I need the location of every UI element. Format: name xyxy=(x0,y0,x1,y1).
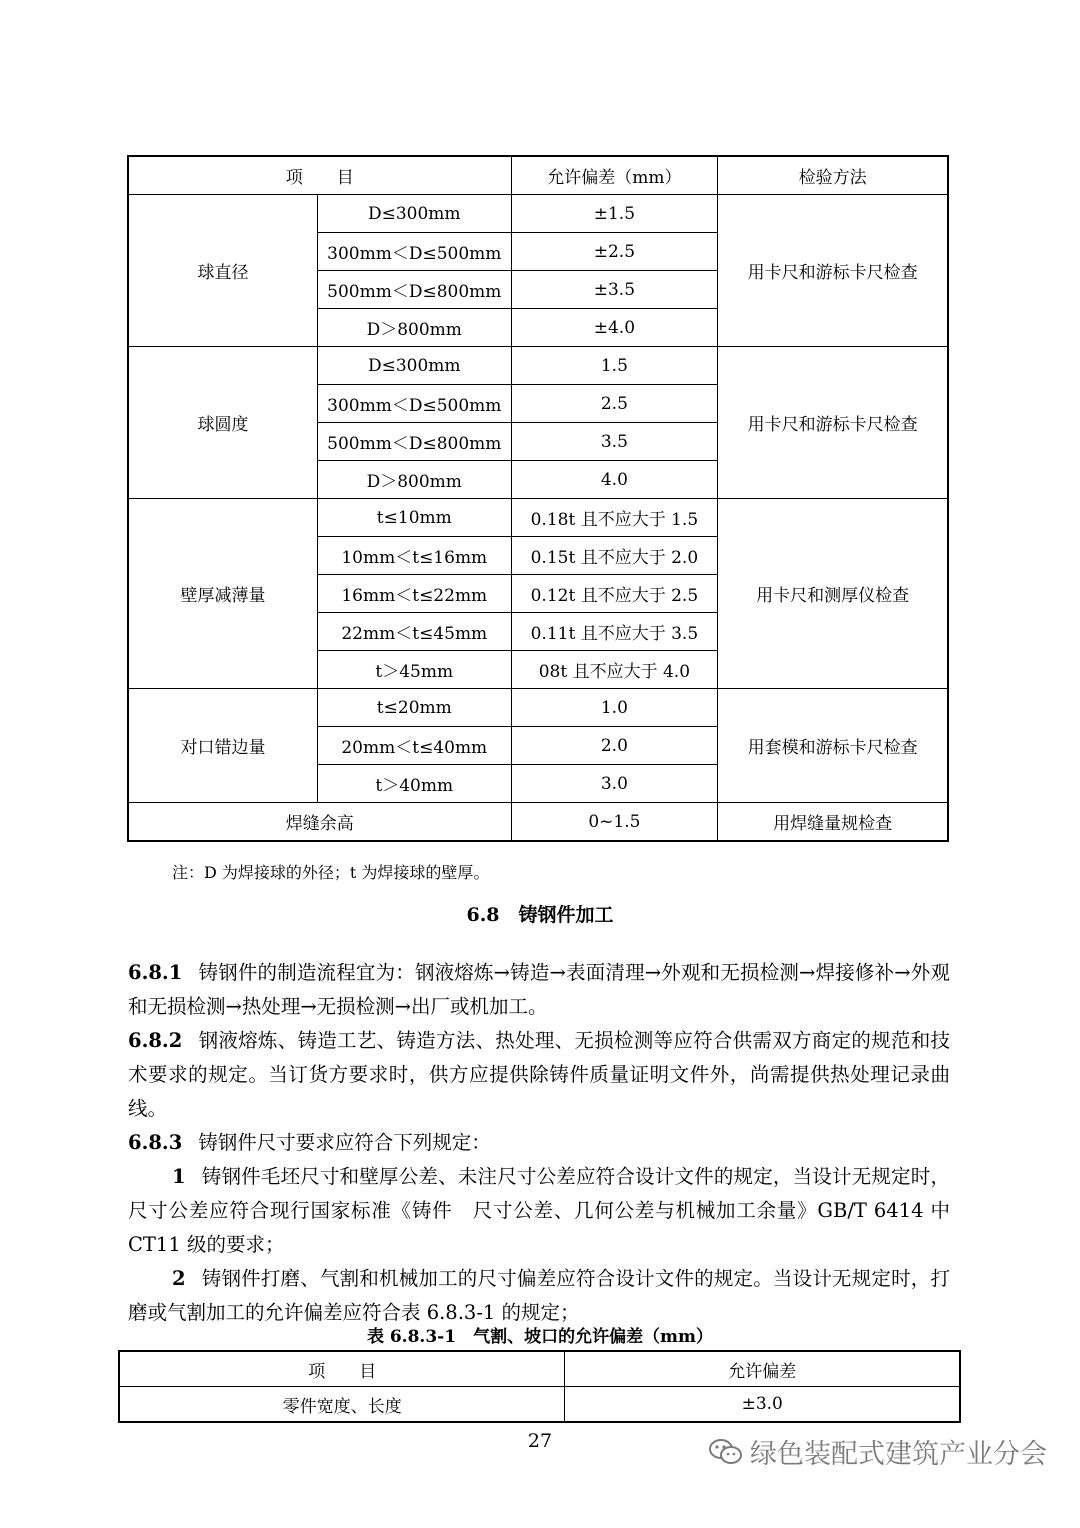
header-cell: 允许偏差 xyxy=(565,1351,960,1387)
tolerance-cell: ±1.5 xyxy=(511,195,718,233)
watermark xyxy=(708,1432,1047,1471)
range-cell: 16mm＜t≤22mm xyxy=(317,575,511,613)
table-cell: ±3.0 xyxy=(565,1387,960,1423)
range-cell: 22mm＜t≤45mm xyxy=(317,613,511,651)
tolerance-cell: 0.15t 且不应大于 2.0 xyxy=(511,537,718,575)
tolerance-cell: 3.0 xyxy=(511,765,718,803)
tolerance-cell: 1.0 xyxy=(511,689,718,727)
clause-6-8-2: 6.8.2 钢液熔炼、铸造工艺、铸造方法、热处理、无损检测等应符合供需双方商定的规范和技术要求的规定。当订货方要求时，供方应提供除铸件质量证明文件外，尚需提供热处理记录曲线。 xyxy=(128,1029,950,1120)
table-row xyxy=(128,499,948,537)
table-header-row xyxy=(119,1351,960,1387)
table-row xyxy=(128,803,948,842)
clause-6-8-1: 6.8.1 铸钢件的制造流程宜为：钢液熔炼→铸造→表面清理→外观和无损检测→焊接修补→外观和无损检测→热处理→无损检测→出厂或机加工。 xyxy=(128,961,950,1018)
table-row xyxy=(128,347,948,385)
range-cell: 300mm＜D≤500mm xyxy=(317,385,511,423)
table-row xyxy=(128,195,948,233)
method-cell: 用焊缝量规检查 xyxy=(718,803,948,842)
method-cell: 用卡尺和游标卡尺检查 xyxy=(718,347,948,499)
method-cell: 用卡尺和测厚仪检查 xyxy=(718,499,948,689)
table-cell: 零件宽度、长度 xyxy=(119,1387,565,1423)
tolerance-cell: ±4.0 xyxy=(511,309,718,347)
tolerance-cell: 0.18t 且不应大于 1.5 xyxy=(511,499,718,537)
tolerance-cell: 0.11t 且不应大于 3.5 xyxy=(511,613,718,651)
range-cell: t＞40mm xyxy=(317,765,511,803)
range-cell: 500mm＜D≤800mm xyxy=(317,423,511,461)
method-cell: 用卡尺和游标卡尺检查 xyxy=(718,195,948,347)
tolerance-cell: ±3.5 xyxy=(511,271,718,309)
page-number: 27 xyxy=(527,1430,553,1452)
range-cell: t≤10mm xyxy=(317,499,511,537)
table-row xyxy=(128,689,948,727)
item-name-cell: 球圆度 xyxy=(128,347,317,499)
range-cell: D＞800mm xyxy=(317,461,511,499)
item-name-cell: 球直径 xyxy=(128,195,317,347)
tolerance-table xyxy=(127,155,949,842)
tolerance-cell: 0~1.5 xyxy=(511,803,718,842)
range-cell: 20mm＜t≤40mm xyxy=(317,727,511,765)
clause-item-1: 1 铸钢件毛坯尺寸和壁厚公差、未注尺寸公差应符合设计文件的规定，当设计无规定时，尺寸公差应符合现行国家标准《铸件 尺寸公差、几何公差与机械加工余量》GB/T 6414 中 CT11 级的要求； xyxy=(128,1165,950,1256)
table-header-row xyxy=(128,156,948,195)
table-note: 注：D 为焊接球的外径；t 为焊接球的壁厚。 xyxy=(172,863,490,882)
item-name-cell: 壁厚减薄量 xyxy=(128,499,317,689)
range-cell: D≤300mm xyxy=(317,347,511,385)
range-cell: 500mm＜D≤800mm xyxy=(317,271,511,309)
tolerance-cell: 2.5 xyxy=(511,385,718,423)
section-title: 6.8 铸钢件加工 xyxy=(466,904,614,926)
range-cell: t＞45mm xyxy=(317,651,511,689)
cutting-tolerance-table xyxy=(118,1350,961,1423)
clause-6-8-3: 6.8.3 铸钢件尺寸要求应符合下列规定： xyxy=(128,1131,491,1154)
tolerance-cell: 08t 且不应大于 4.0 xyxy=(511,651,718,689)
watermark-text: 绿色装配式建筑产业分会 xyxy=(750,1439,1047,1470)
tolerance-cell: ±2.5 xyxy=(511,233,718,271)
tolerance-cell: 0.12t 且不应大于 2.5 xyxy=(511,575,718,613)
item-name-cell: 对口错边量 xyxy=(128,689,317,803)
range-cell: D＞800mm xyxy=(317,309,511,347)
tolerance-cell: 2.0 xyxy=(511,727,718,765)
wechat-icon xyxy=(708,1437,744,1467)
tolerance-cell: 4.0 xyxy=(511,461,718,499)
header-cell: 项 目 xyxy=(128,156,511,195)
header-cell: 允许偏差（mm） xyxy=(511,156,718,195)
tolerance-cell: 3.5 xyxy=(511,423,718,461)
range-cell: 300mm＜D≤500mm xyxy=(317,233,511,271)
clause-item-2: 2 铸钢件打磨、气割和机械加工的尺寸偏差应符合设计文件的规定。当设计无规定时，打磨或气割加工的允许偏差应符合表 6.8.3-1 的规定； xyxy=(128,1267,950,1324)
table-row xyxy=(119,1387,960,1423)
item-name-cell: 焊缝余高 xyxy=(128,803,511,842)
range-cell: 10mm＜t≤16mm xyxy=(317,537,511,575)
method-cell: 用套模和游标卡尺检查 xyxy=(718,689,948,803)
header-cell: 项 目 xyxy=(119,1351,565,1387)
tolerance-cell: 1.5 xyxy=(511,347,718,385)
header-cell: 检验方法 xyxy=(718,156,948,195)
range-cell: D≤300mm xyxy=(317,195,511,233)
range-cell: t≤20mm xyxy=(317,689,511,727)
table2-caption: 表 6.8.3-1 气割、坡口的允许偏差（mm） xyxy=(366,1327,714,1347)
